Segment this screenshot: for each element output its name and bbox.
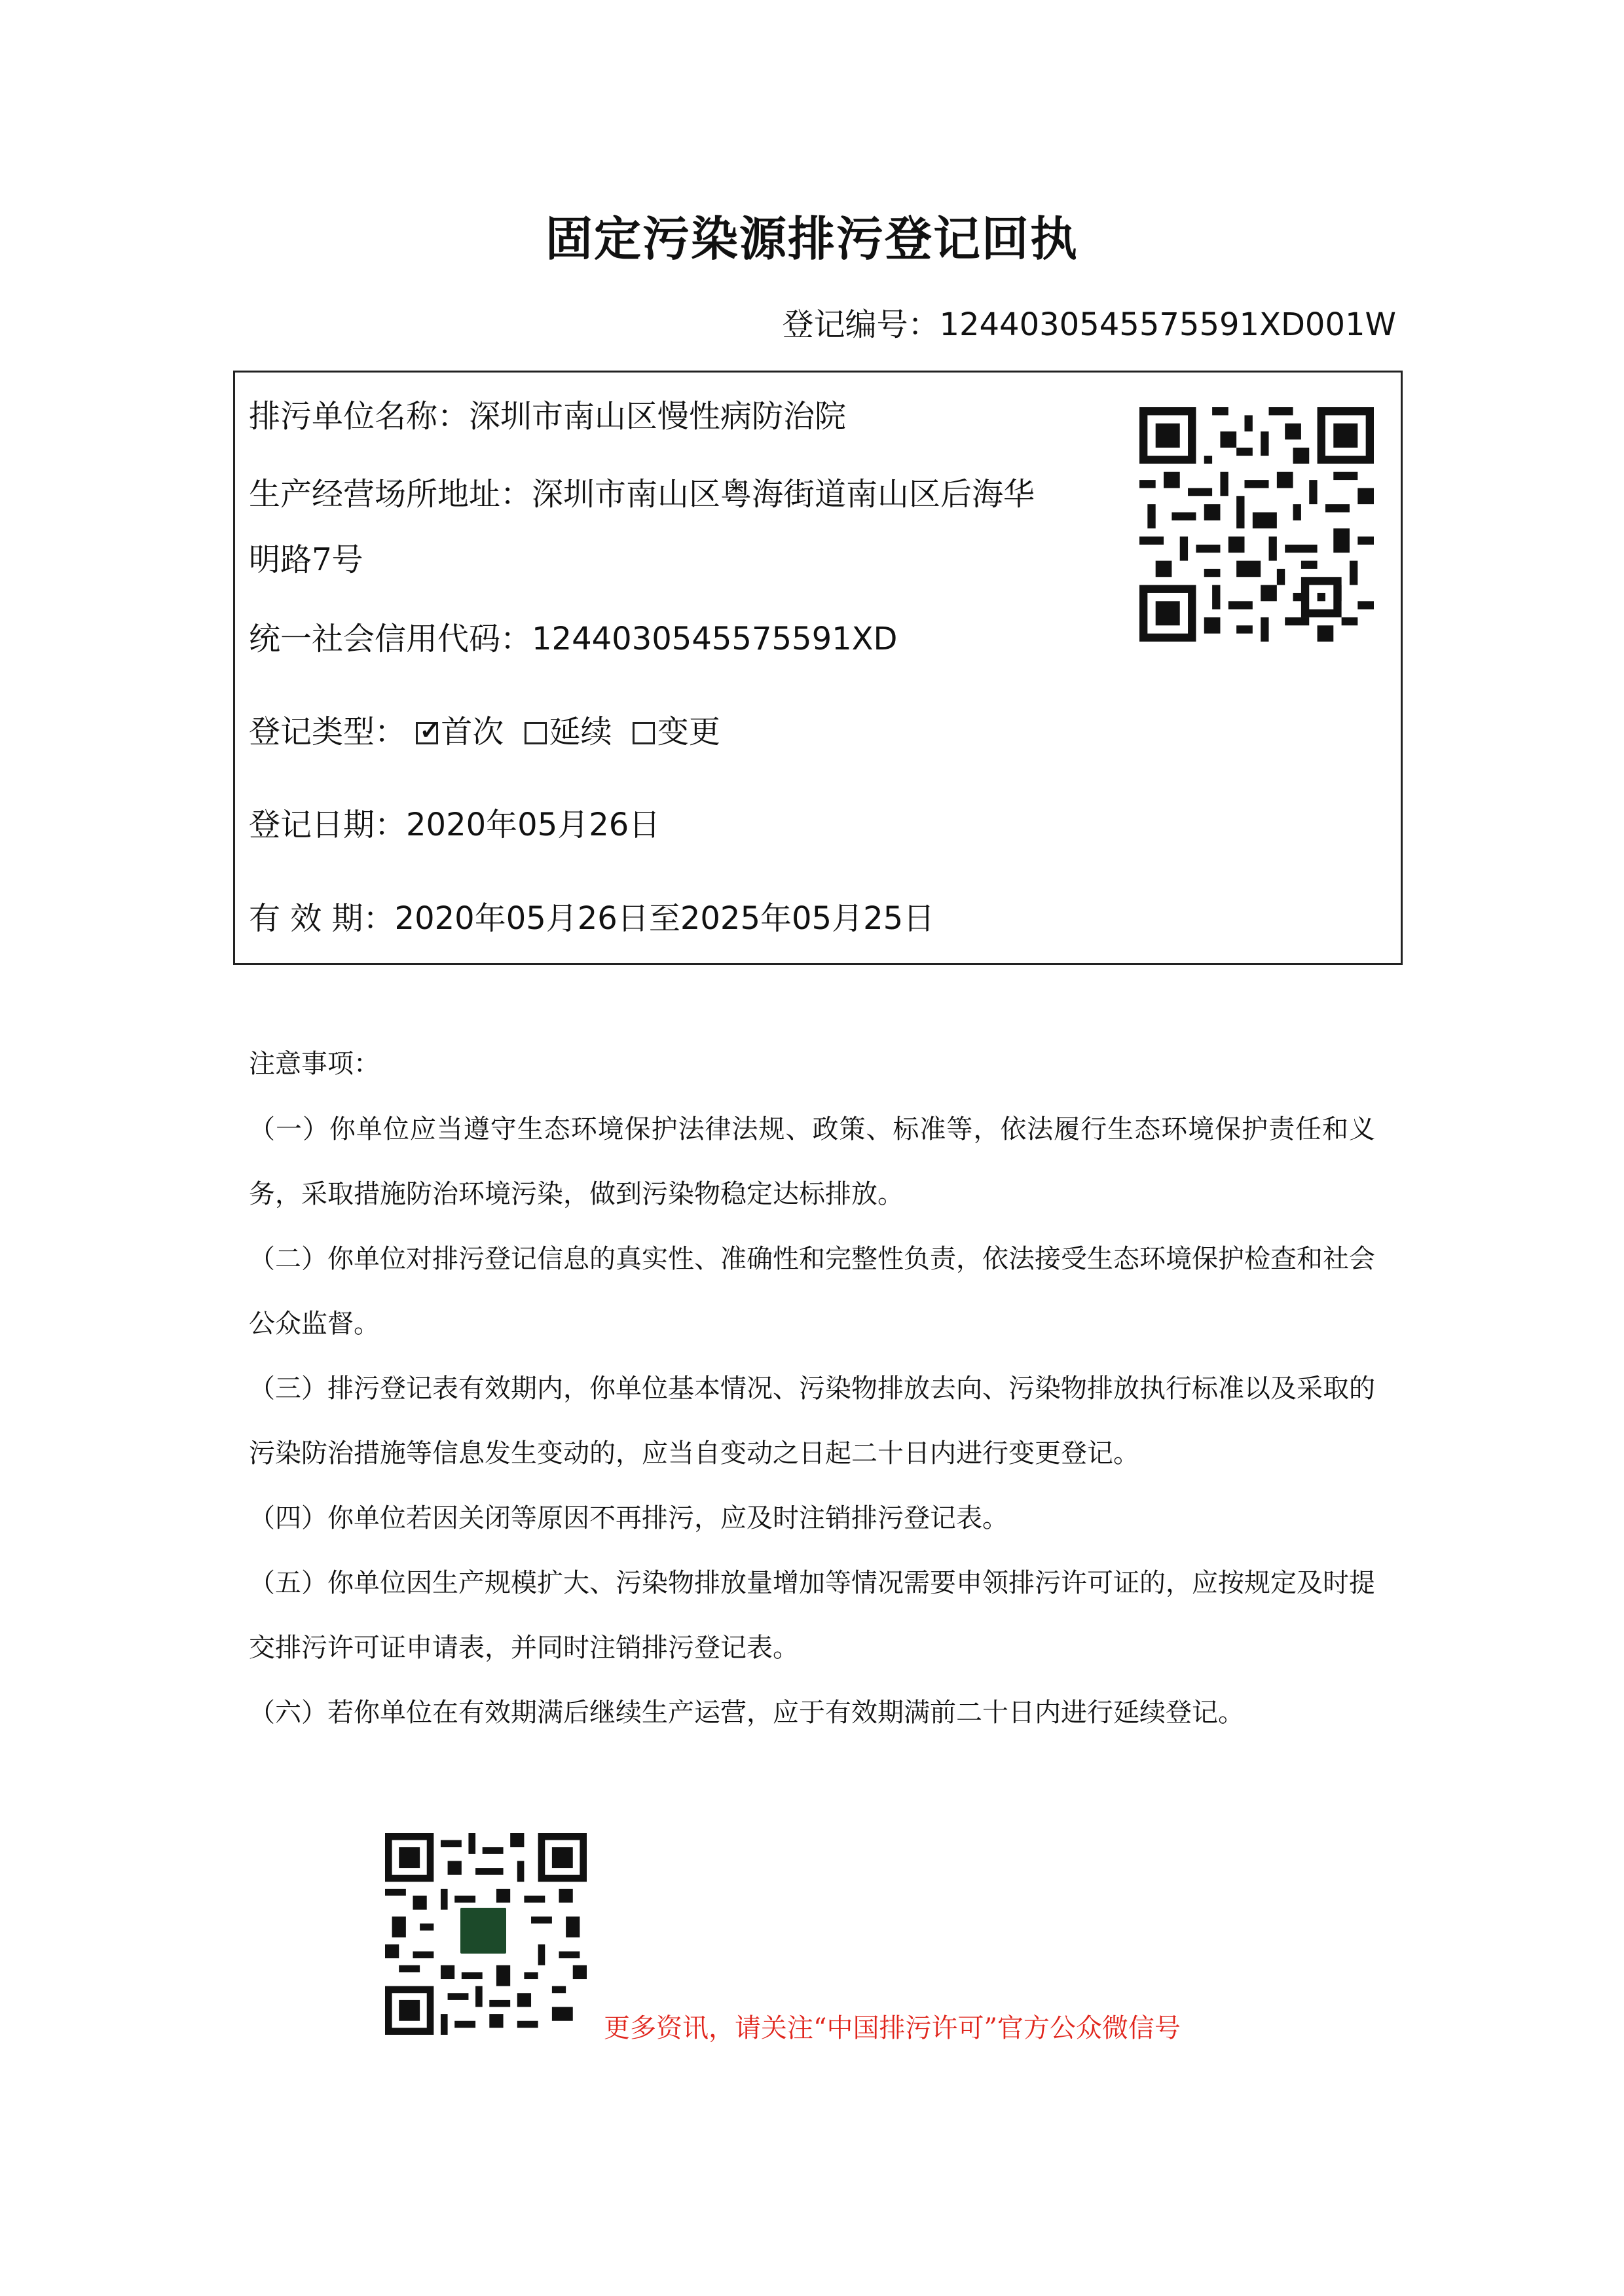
unit-name-label: 排污单位名称：	[249, 398, 470, 435]
validity-row	[249, 897, 934, 940]
address-row	[249, 473, 1035, 516]
registration-type-row	[249, 710, 720, 754]
footer-wechat-notice: 更多资讯，请关注“中国排污许可”官方公众微信号	[604, 2013, 1181, 2043]
note-item-6: （六）若你单位在有效期满后继续生产运营，应于有效期满前二十日内进行延续登记。	[249, 1698, 1244, 1728]
checkbox-unchecked-icon	[525, 722, 547, 744]
address-value-line1: 深圳市南山区粤海街道南山区后海华	[532, 476, 1035, 513]
checkbox-checked-icon: ✓	[416, 722, 438, 744]
notes-heading: 注意事项：	[249, 1049, 380, 1079]
registration-date-label: 登记日期：	[249, 807, 407, 843]
option-change: 变更	[633, 714, 720, 750]
option-first-time: ✓ 首次	[416, 714, 513, 750]
note-item-5: （五）你单位因生产规模扩大、污染物排放量增加等情况需要申领排污许可证的，应按规定及时提交排污许可证申请表，并同时注销排污登记表。	[249, 1568, 1375, 1663]
registration-number: 登记编号：1244030545575591XD001W	[782, 306, 1396, 343]
unit-name-value: 深圳市南山区慢性病防治院	[469, 398, 847, 435]
registration-date-value: 2020年05月26日	[406, 807, 661, 843]
registration-date-row	[249, 803, 660, 847]
registration-qr-code	[1139, 407, 1374, 642]
address-value-line2: 明路7号	[249, 541, 363, 578]
validity-label: 有 效 期：	[249, 900, 395, 937]
wechat-account-logo-icon	[458, 1905, 509, 1956]
document-title: 固定污染源排污登记回执	[545, 211, 1079, 266]
note-item-1: （一）你单位应当遵守生态环境保护法律法规、政策、标准等，依法履行生态环境保护责任和义务，采取措施防治环境污染，做到污染物稳定达标排放。	[249, 1114, 1375, 1209]
note-item-3: （三）排污登记表有效期内，你单位基本情况、污染物排放去向、污染物排放执行标准以及采取的污染防治措施等信息发生变动的，应当自变动之日起二十日内进行变更登记。	[249, 1374, 1375, 1468]
unit-name-row	[249, 395, 846, 438]
credit-code-value: 1244030545575591XD	[532, 621, 898, 657]
credit-code-row	[249, 617, 897, 661]
registration-type-label: 登记类型：	[249, 714, 407, 750]
qr-code-icon	[1139, 407, 1374, 642]
credit-code-label: 统一社会信用代码：	[249, 621, 532, 657]
wechat-qr-code	[385, 1833, 587, 2035]
checkbox-unchecked-icon	[633, 722, 655, 744]
validity-value: 2020年05月26日至2025年05月25日	[394, 900, 935, 937]
note-item-4: （四）你单位若因关闭等原因不再排污，应及时注销排污登记表。	[249, 1503, 1008, 1533]
option-renewal: 延续	[525, 714, 622, 750]
note-item-2: （二）你单位对排污登记信息的真实性、准确性和完整性负责，依法接受生态环境保护检查和社会公众监督。	[249, 1244, 1375, 1339]
address-label: 生产经营场所地址：	[249, 476, 532, 513]
